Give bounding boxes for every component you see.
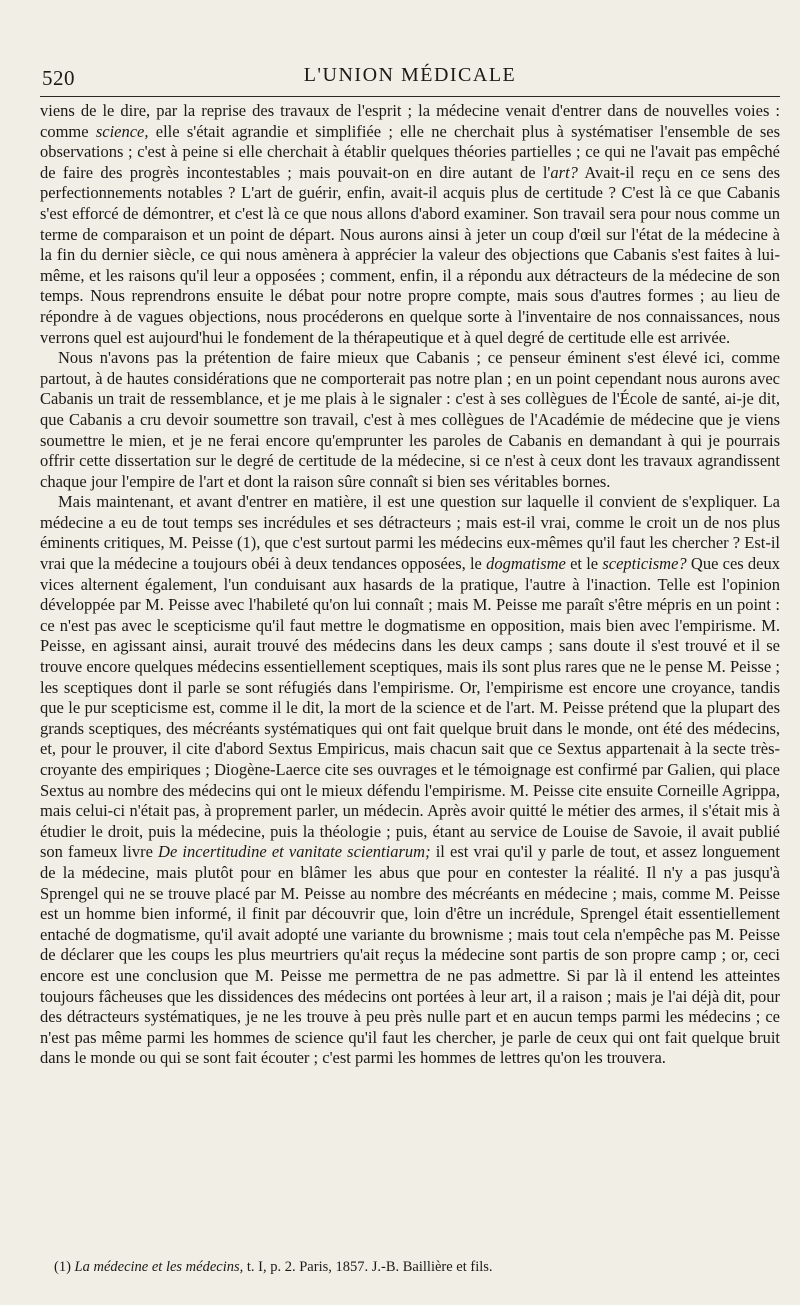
page-number: 520: [42, 66, 75, 90]
footnote-citation: t. I, p. 2. Paris, 1857. J.-B. Baillière et fils.: [243, 1259, 493, 1275]
running-head: L'UNION MÉDICALE: [303, 64, 517, 86]
emphasis-scepticisme: scepticisme?: [602, 554, 687, 574]
footnote: [54, 1258, 780, 1276]
body-text: [40, 101, 780, 1069]
book-page: [40, 56, 780, 1286]
book-title-agrippa: De incertitudine et vanitate scientiarum;: [158, 842, 431, 862]
footnote-marker: (1): [54, 1259, 71, 1275]
page-header: [40, 56, 780, 97]
paragraph-3: Mais maintenant, et avant d'entrer en matière, il est une question sur laquelle il convient de s'expliquer. La médecine a eu de tout temps ses incrédules et ses détracteurs ; mais est-il vrai, comme le croit un de nos plus éminents critiques, M. Peisse (1), que c'est surtout parmi les médecins eux-mêmes qu'il faut les chercher ? Est-il vrai que la médecine a toujours obéi à deux tendances opposées, le dogmatisme et le scepticisme? Que ces deux vices alternent également, l'un conduisant aux hasards de la pratique, l'autre à l'inaction. Telle est l'opinion développée par M. Peisse avec l'habileté qu'on lui connaît ; mais M. Peisse me paraît s'être mépris en un point : ce n'est pas avec le scepticisme qu'il faut mettre le dogmatisme en opposition, mais bien avec l'empirisme. M. Peisse, en agissant ainsi, aurait trouvé des médecins dans les deux camps ; sans doute il s'est trouvé et il se trouve encore quelques médecins essentiellement sceptiques, mais ils sont plus rares que ne le pense M. Peisse ; les sceptiques dont il parle se sont réfugiés dans l'empirisme. Or, l'empirisme est encore une croyance, tandis que le pur scepticisme est, comme il le dit, la mort de la science et de l'art. M. Peisse prétend que la plupart des grands sceptiques, des mécréants systématiques qui ont fait quelque bruit dans le monde, ont été des médecins, et, pour le prouver, il cite d'abord Sextus Empiricus, mais chacun sait que ce Sextus appartenait à la secte très-croyante des empiriques ; Diogène-Laerce cite ses ouvrages et le témoignage est confirmé par Galien, qui place Sextus au nombre des médecins qui ont le mieux défendu l'empirisme. M. Peisse cite ensuite Corneille Agrippa, mais celui-ci n'était pas, à proprement parler, un médecin. Après avoir quitté le métier des armes, il s'était mis à étudier le droit, puis la médecine, puis la théologie ; puis, étant au service de Louise de Savoie, il avait publié son fameux livre De incertitudine et vanitate scientiarum; il est vrai qu'il y parle de tout, et assez longuement de la médecine, mais plutôt pour en blâmer les abus que pour en contester la réalité. Il n'y a pas jusqu'à Sprengel qui ne se trouve placé par M. Peisse au nombre des mécréants en médecine ; mais, comme M. Peisse est un homme bien informé, il finit par découvrir que, loin d'être un incrédule, Sprengel était essentiellement entaché de dogmatisme, qu'il avait adopté une variante du brownisme ; mais tout cela n'empêche pas M. Peisse de déclarer que les coups les plus meurtriers qu'ait reçus la médecine sont partis de son propre camp ; or, ceci encore est une conclusion que M. Peisse me permettra de ne pas admettre. Si par là il entend les atteintes toujours fâcheuses que les dissidences des médecins ont portées à leur art, il a raison ; mais je l'ai déjà dit, pour des détracteurs systématiques, je ne les trouve à peu près nulle part et en aucun temps parmi les médecins ; ce n'est pas même parmi les hommes de science qu'il faut les chercher, je parle de ceux qui ont fait quelque bruit dans le monde ou qui se sont fait écouter ; c'est parmi les hommes de lettres qu'on les trouvera.: [40, 492, 780, 1068]
emphasis-art: art?: [550, 162, 578, 182]
emphasis-dogmatisme: dogmatisme: [486, 554, 566, 574]
emphasis-science: science,: [95, 121, 149, 141]
paragraph-2: Nous n'avons pas la prétention de faire mieux que Cabanis ; ce penseur éminent s'est élevé ici, comme partout, à de hautes considérations que ne comporterait pas notre plan ; en un point cependant nous aurons avec Cabanis un trait de ressemblance, et je me plais à le signaler : c'est à ses collègues de l'École de santé, ai-je dit, que Cabanis a cru devoir soumettre son travail, c'est à mes collègues de l'Académie de médecine que je viens soumettre le mien, et je ne ferai encore qu'emprunter les paroles de Cabanis en demandant à qui je pourrais offrir cette dissertation sur le degré de certitude de la médecine, si ce n'est à ceux dont les travaux agrandissent chaque jour l'empire de l'art et dont la raison sûre connaît si bien ses véritables bornes.: [40, 348, 780, 491]
paragraph-1: viens de le dire, par la reprise des travaux de l'esprit ; la médecine venait d'entrer dans de nouvelles voies : comme science, elle s'était agrandie et simplifiée ; elle ne cherchait plus à systématiser l'ensemble de ses observations ; c'est à peine si elle cherchait à établir quelques théories partielles ; ce qui ne l'avait pas empêché de faire des progrès incontestables ; mais pouvait-on en dire autant de l'art? Avait-il reçu en ce sens des perfectionnements notables ? L'art de guérir, enfin, avait-il acquis plus de certitude ? C'est là ce que Cabanis s'est efforcé de démontrer, et c'est là ce que nous allons d'abord examiner. Son travail sera pour nous comme un terme de comparaison et un point de départ. Nous aurons ainsi à jeter un coup d'œil sur l'état de la médecine à la fin du dernier siècle, ce qui nous amènera à apprécier la valeur des objections que Cabanis s'est faites à lui-même, et les raisons qu'il leur a opposées ; comment, enfin, il a répondu aux détracteurs de la médecine de son temps. Nous reprendrons ensuite le débat pour notre propre compte, mais sous d'autres formes ; au lieu de répondre à de vagues objections, nous procéderons en quelque sorte à l'inventaire de nos connaissances, nous verrons quel est aujourd'hui le fondement de la thérapeutique et à quel degré de certitude elle est arrivée.: [40, 101, 780, 347]
footnote-title: La médecine et les médecins,: [74, 1259, 244, 1275]
